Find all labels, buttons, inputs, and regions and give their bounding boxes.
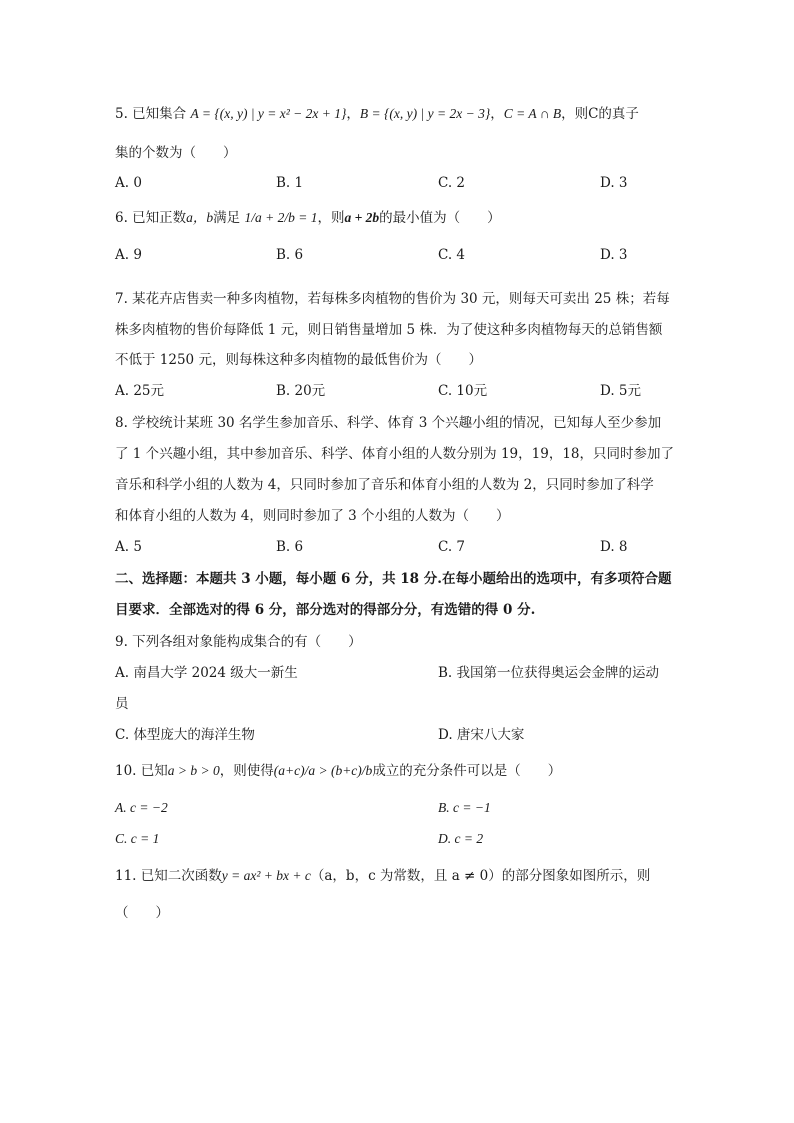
q11-stem: [115, 866, 650, 886]
q11-paren: （a，b，c 为常数，且 a ≠ 0）: [310, 868, 502, 884]
q8-option-a: A. 5: [115, 539, 142, 555]
q10-option-b: B. c = −1: [438, 800, 491, 815]
q5-option-b: B. 1: [276, 175, 304, 191]
q9-option-d: D. 唐宋八大家: [438, 727, 525, 743]
q9-option-b-continued: 员: [115, 696, 129, 712]
q7-line-3: 不低于 1250 元，则每株这种多肉植物的最低售价为（ ）: [115, 352, 482, 368]
q8-line-1: 8. 学校统计某班 30 名学生参加音乐、科学、体育 3 个兴趣小组的情况，已知每人至少参加: [115, 415, 662, 431]
q10-option-c: C. c = 1: [115, 831, 160, 846]
q5-set-c: C = A ∩ B: [503, 106, 562, 121]
q6-equation: 1/a + 2/b = 1: [244, 210, 318, 225]
q11-suffix: 的部分图象如图所示，则: [501, 868, 651, 884]
q6-then: ，则: [317, 210, 345, 226]
q8-option-c: C. 7: [438, 539, 466, 555]
q10-option-d: D. c = 2: [438, 831, 484, 846]
q7-line-1: 7. 某花卉店售卖一种多肉植物，若每株多肉植物的售价为 30 元，则每天可卖出 25 株；若每: [115, 291, 670, 307]
q7-option-d: D. 5元: [600, 383, 642, 399]
q6-suffix: 的最小值为（ ）: [379, 210, 501, 226]
q7-option-b: B. 20元: [276, 383, 326, 399]
q11-prefix: 11. 已知二次函数: [115, 868, 222, 884]
question-6-stem: [115, 208, 501, 228]
q11-line-2: （ ）: [115, 905, 169, 921]
q8-option-d: D. 8: [600, 539, 628, 555]
section-2-heading-line-1: 二、选择题：本题共 3 小题，每小题 6 分，共 18 分.在每小题给出的选项中，有多项符合题: [115, 571, 672, 587]
q6-mid: 满足: [213, 210, 241, 226]
q10-suffix: 成立的充分条件可以是（ ）: [372, 763, 562, 779]
q5-set-b: B = {(x, y) | y = 2x − 3}: [359, 106, 491, 121]
question-5-stem: 5. 已知集合 A = {(x, y) | y = x² − 2x + 1}，B = {(x, y) | y = 2x − 3}，C = A ∩ B，则C的真子: [115, 106, 639, 122]
q6-option-b: B. 6: [276, 247, 304, 263]
q7-option-a: A. 25元: [115, 383, 165, 399]
q9-option-c: C. 体型庞大的海洋生物: [115, 727, 255, 743]
q10-condition: a > b > 0: [167, 763, 220, 778]
section-2-heading-line-2: 目要求．全部选对的得 6 分，部分选对的得部分分，有选错的得 0 分.: [115, 602, 536, 618]
q5-set-a: A = {(x, y) | y = x² − 2x + 1}: [190, 106, 347, 121]
q10-inequality: (a+c)/a > (b+c)/b: [273, 763, 373, 778]
q6-prefix: 6. 已知正数: [115, 210, 187, 226]
q5-suffix: ，则C的真子: [561, 106, 639, 122]
q9-option-a: A. 南昌大学 2024 级大一新生: [115, 665, 298, 681]
q10-mid: ，则使得: [219, 763, 274, 779]
q6-option-d: D. 3: [600, 247, 628, 263]
q11-function: y = ax² + bx + c: [221, 868, 311, 883]
q5-option-c: C. 2: [438, 175, 466, 191]
q10-option-a: A. c = −2: [115, 800, 168, 815]
q5-prefix: 5. 已知集合: [115, 106, 191, 122]
q6-option-a: A. 9: [115, 247, 142, 263]
q5-option-a: A. 0: [115, 175, 142, 191]
q10-stem: [115, 761, 561, 781]
q9-stem: 9. 下列各组对象能构成集合的有（ ）: [115, 634, 362, 650]
q9-option-b: B. 我国第一位获得奥运会金牌的运动: [438, 665, 660, 681]
q7-line-2: 株多肉植物的售价每降低 1 元，则日销售量增加 5 株．为了使这种多肉植物每天的总销售额: [115, 322, 663, 338]
q8-line-3: 音乐和科学小组的人数为 4，只同时参加了音乐和体育小组的人数为 2，只同时参加了科学: [115, 477, 654, 493]
q7-option-c: C. 10元: [438, 383, 488, 399]
question-5-line2: 集的个数为（ ）: [115, 145, 237, 161]
q5-option-d: D. 3: [600, 175, 628, 191]
q8-line-2: 了 1 个兴趣小组，其中参加音乐、科学、体育小组的人数分别为 19，19，18，只同时参加了: [115, 446, 674, 462]
q8-line-4: 和体育小组的人数为 4，则同时参加了 3 个小组的人数为（ ）: [115, 508, 510, 524]
q6-option-c: C. 4: [438, 247, 466, 263]
q6-vars: a，b: [186, 210, 214, 225]
q6-expr: a + 2b: [344, 210, 380, 225]
q8-option-b: B. 6: [276, 539, 304, 555]
q10-prefix: 10. 已知: [115, 763, 168, 779]
